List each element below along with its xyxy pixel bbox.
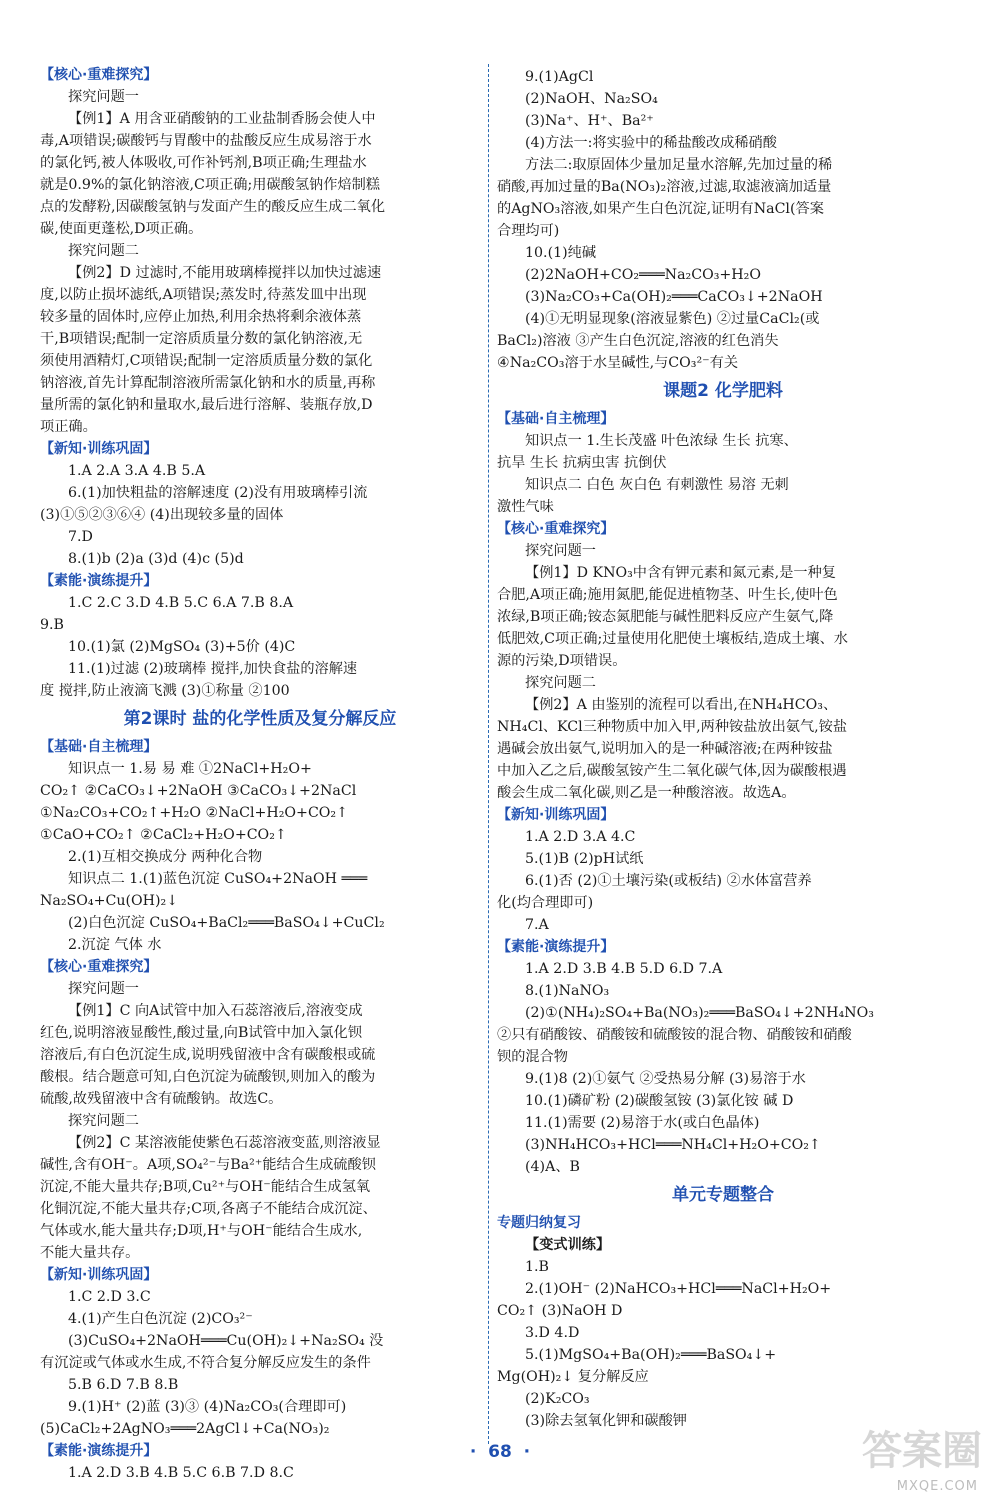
answer-line: (3)除去氢氧化钾和碳酸钾 — [525, 1413, 687, 1429]
answer-line: 须使用酒精灯,C项错误;配制一定溶质质量分数的氯化 — [40, 353, 373, 369]
answer-line: 探究问题一 — [68, 89, 139, 105]
answer-line: 探究问题二 — [525, 675, 596, 691]
answer-line: (3)NH₄HCO₃+HCl═══NH₄Cl+H₂O+CO₂↑ — [525, 1137, 821, 1153]
answer-line: (3)Na₂CO₃+Ca(OH)₂═══CaCO₃↓+2NaOH — [525, 289, 823, 305]
answer-line: 6.(1)否 (2)①土壤污染(或板结) ②水体富营养 — [525, 873, 812, 889]
answer-line: 合理均可) — [497, 223, 560, 239]
answer-line: 8.(1)NaNO₃ — [525, 983, 610, 999]
answer-line: 【例1】D KNO₃中含有钾元素和氮元素,是一种复 — [525, 565, 836, 581]
answer-line: 较多量的固体时,应停止加热,利用余热将剩余液体蒸 — [40, 309, 362, 325]
answer-line: 低肥效,C项正确;过量使用化肥使土壤板结,造成土壤、水 — [497, 631, 848, 647]
answer-line: 【例2】A 由鉴别的流程可以看出,在NH₄HCO₃、 — [525, 697, 838, 713]
section-header: 专题归纳复习 — [497, 1215, 581, 1231]
answer-line: 硝酸,再加过量的Ba(NO₃)₂溶液,过滤,取滤液滴加适量 — [497, 179, 832, 195]
answer-line: 1.A 2.A 3.A 4.B 5.A — [68, 463, 206, 479]
section-header: 【素能·演练提升】 — [40, 1443, 158, 1459]
answer-line: 源的污染,D项错误。 — [497, 653, 627, 669]
answer-line: 【例2】C 某溶液能使紫色石蕊溶液变蓝,则溶液显 — [68, 1135, 381, 1151]
answer-line: 2.(1)互相交换成分 两种化合物 — [68, 849, 263, 865]
answer-line: 合肥,A项正确;施用氮肥,能促进植物茎、叶生长,使叶色 — [497, 587, 838, 603]
page-number-value: 68 — [488, 1442, 512, 1462]
answer-line: 方法二:取原固体少量加足量水溶解,先加过量的稀 — [525, 157, 833, 173]
answer-line: ②只有硝酸铵、硝酸铵和硫酸铵的混合物、硝酸铵和硝酸 — [497, 1027, 852, 1043]
answer-line: 钠溶液,首先计算配制溶液所需氯化钠和水的质量,再称 — [40, 375, 376, 391]
watermark-url: MXQE.COM — [896, 1479, 978, 1494]
answer-line: (3)CuSO₄+2NaOH═══Cu(OH)₂↓+Na₂SO₄ 没 — [68, 1333, 384, 1349]
answer-line: 5.(1)B (2)pH试纸 — [525, 851, 644, 867]
answer-line: 钡的混合物 — [497, 1049, 568, 1065]
section-header: 【核心·重难探究】 — [40, 959, 158, 975]
answer-line: 知识点一 1.易 易 难 ①2NaCl+H₂O+ — [68, 761, 312, 777]
answer-line: 项正确。 — [40, 419, 97, 435]
answer-line: 酸会生成二氧化碳,则乙是一种酸溶液。故选A。 — [497, 785, 796, 801]
answer-line: (5)CaCl₂+2AgNO₃═══2AgCl↓+Ca(NO₃)₂ — [40, 1421, 330, 1437]
answer-line: 量所需的氯化钠和量取水,最后进行溶解、装瓶存放,D — [40, 397, 373, 413]
left-column — [40, 64, 480, 1484]
answer-line: 1.C 2.D 3.C — [68, 1289, 151, 1305]
answer-line: 沉淀,不能大量共存;B项,Cu²⁺与OH⁻能结合生成氢氧 — [40, 1179, 371, 1195]
answer-line: BaCl₂)溶液 ③产生白色沉淀,溶液的红色消失 — [497, 333, 779, 349]
answer-line: 的AgNO₃溶液,如果产生白色沉淀,证明有NaCl(答案 — [497, 201, 824, 217]
answer-line: 探究问题一 — [525, 543, 596, 559]
answer-line: 1.A 2.D 3.B 4.B 5.C 6.B 7.D 8.C — [68, 1465, 294, 1481]
answer-line: (2)白色沉淀 CuSO₄+BaCl₂═══BaSO₄↓+CuCl₂ — [68, 915, 385, 931]
answer-line: 9.(1)8 (2)①氨气 ②受热易分解 (3)易溶于水 — [525, 1071, 806, 1087]
answer-line: 化铜沉淀,不能大量共存;C项,各离子不能结合成沉淀、 — [40, 1201, 377, 1217]
answer-line: 化(均合理即可) — [497, 895, 594, 911]
answer-line: 干,B项错误;配制一定溶质质量分数的氯化钠溶液,无 — [40, 331, 363, 347]
answer-line: 10.(1)纯碱 — [525, 245, 597, 261]
answer-line: 探究问题二 — [68, 243, 139, 259]
answer-line: 碳,使面更蓬松,D项正确。 — [40, 221, 203, 237]
section-header: 【素能·演练提升】 — [497, 939, 615, 955]
lesson-title: 单元专题整合 — [672, 1185, 774, 1205]
answer-line: NH₄Cl、KCl三种物质中加入甲,两种铵盐放出氨气,铵盐 — [497, 719, 848, 735]
answer-line: 8.(1)b (2)a (3)d (4)c (5)d — [68, 551, 244, 567]
answer-line: 1.A 2.D 3.A 4.C — [525, 829, 636, 845]
answer-line: (2)①(NH₄)₂SO₄+Ba(NO₃)₂═══BaSO₄↓+2NH₄NO₃ — [525, 1005, 874, 1021]
answer-line: (2)2NaOH+CO₂═══Na₂CO₃+H₂O — [525, 267, 761, 283]
answer-line: 酸根。结合题意可知,白色沉淀为硫酸钡,则加入的酸为 — [40, 1069, 376, 1085]
answer-line: 碱性,含有OH⁻。A项,SO₄²⁻与Ba²⁺能结合生成硫酸钡 — [40, 1157, 376, 1173]
answer-line: 毒,A项错误;碳酸钙与胃酸中的盐酸反应生成易溶于水 — [40, 133, 372, 149]
watermark-logo — [852, 1430, 992, 1502]
answer-line: 知识点二 1.(1)蓝色沉淀 CuSO₄+2NaOH ═══ — [68, 871, 368, 887]
answer-line: 9.(1)AgCl — [525, 69, 594, 85]
answer-line: ①CaO+CO₂↑ ②CaCl₂+H₂O+CO₂↑ — [40, 827, 287, 843]
answer-line: 抗旱 生长 抗病虫害 抗倒伏 — [497, 455, 667, 471]
answer-line: 的氯化钙,被人体吸收,可作补钙剂,B项正确;生理盐水 — [40, 155, 367, 171]
answer-line: 11.(1)需要 (2)易溶于水(或白色晶体) — [525, 1115, 760, 1131]
section-header: 【新知·训练巩固】 — [40, 441, 158, 457]
answer-line: 有沉淀或气体或水生成,不符合复分解反应发生的条件 — [40, 1355, 371, 1371]
answer-line: 1.B — [525, 1259, 549, 1275]
answer-line: (2)NaOH、Na₂SO₄ — [525, 91, 658, 107]
answer-line: 【例1】C 向A试管中加入石蕊溶液后,溶液变成 — [68, 1003, 363, 1019]
answer-line: 硫酸,故残留液中含有硫酸钠。故选C。 — [40, 1091, 283, 1107]
lesson-title: 第2课时 盐的化学性质及复分解反应 — [123, 709, 397, 729]
answer-line: 红色,说明溶液显酸性,酸过量,向B试管中加入氯化钡 — [40, 1025, 362, 1041]
answer-line: 3.D 4.D — [525, 1325, 580, 1341]
answer-line: (4)①无明显现象(溶液显紫色) ②过量CaCl₂(或 — [525, 311, 820, 327]
answer-line: (3)Na⁺、H⁺、Ba²⁺ — [525, 113, 654, 129]
answer-line: 【例2】D 过滤时,不能用玻璃棒搅拌以加快过滤速 — [68, 265, 382, 281]
answer-line: (3)①⑤②③⑥④ (4)出现较多量的固体 — [40, 507, 284, 523]
answer-line: 探究问题一 — [68, 981, 139, 997]
answer-line: 5.(1)MgSO₄+Ba(OH)₂═══BaSO₄↓+ — [525, 1347, 777, 1363]
section-header: 【基础·自主梳理】 — [497, 411, 615, 427]
answer-line: 知识点二 白色 灰白色 有刺激性 易溶 无刺 — [525, 477, 789, 493]
answer-line: 度,以防止损坏滤纸,A项错误;蒸发时,待蒸发皿中出现 — [40, 287, 367, 303]
answer-line: ④Na₂CO₃溶于水呈碱性,与CO₃²⁻有关 — [497, 355, 739, 371]
section-header: 【核心·重难探究】 — [497, 521, 615, 537]
answer-line: 10.(1)氯 (2)MgSO₄ (3)+5价 (4)C — [68, 639, 296, 655]
answer-line: 11.(1)过滤 (2)玻璃棒 搅拌,加快食盐的溶解速 — [68, 661, 358, 677]
answer-line: 点的发酵粉,因碳酸氢钠与发面产生的酸反应生成二氧化 — [40, 199, 386, 215]
answer-line: 就是0.9%的氯化钠溶液,C项正确;用碳酸氢钠作焙制糕 — [40, 177, 380, 193]
answer-line: 气体或水,能大量共存;D项,H⁺与OH⁻能结合生成水, — [40, 1223, 363, 1239]
answer-line: 2.沉淀 气体 水 — [68, 937, 162, 953]
answer-line: Na₂SO₄+Cu(OH)₂↓ — [40, 893, 179, 909]
answer-line: 2.(1)OH⁻ (2)NaHCO₃+HCl═══NaCl+H₂O+ — [525, 1281, 832, 1297]
answer-line: ①Na₂CO₃+CO₂↑+H₂O ②NaCl+H₂O+CO₂↑ — [40, 805, 349, 821]
answer-line: 中加入乙之后,碳酸氢铵产生二氧化碳气体,因为碳酸根遇 — [497, 763, 847, 779]
answer-line: 遇碱会放出氨气,说明加入的是一种碱溶液;在两种铵盐 — [497, 741, 833, 757]
answer-line: (4)A、B — [525, 1159, 580, 1175]
answer-line: 【变式训练】 — [525, 1237, 611, 1253]
section-header: 【基础·自主梳理】 — [40, 739, 158, 755]
answer-line: 度 搅拌,防止液滴飞溅 (3)①称量 ②100 — [40, 683, 290, 699]
answer-line: 7.D — [68, 529, 93, 545]
answer-line: 5.B 6.D 7.B 8.B — [68, 1377, 179, 1393]
answer-line: 4.(1)产生白色沉淀 (2)CO₃²⁻ — [68, 1311, 253, 1327]
answer-line: 7.A — [525, 917, 549, 933]
section-header: 【新知·训练巩固】 — [40, 1267, 158, 1283]
answer-line: (2)K₂CO₃ — [525, 1391, 590, 1407]
answer-line: 知识点一 1.生长茂盛 叶色浓绿 生长 抗寒、 — [525, 433, 798, 449]
answer-line: 9.(1)H⁺ (2)蓝 (3)③ (4)Na₂CO₃(合理即可) — [68, 1399, 347, 1415]
answer-line: CO₂↑ ②CaCO₃↓+2NaOH ③CaCO₃↓+2NaCl — [40, 783, 357, 799]
answer-line: 9.B — [40, 617, 64, 633]
answer-line: CO₂↑ (3)NaOH D — [497, 1303, 623, 1319]
page-number: · 68 · — [469, 1442, 531, 1462]
section-header: 【核心·重难探究】 — [40, 67, 158, 83]
answer-line: 浓绿,B项正确;铵态氮肥能与碱性肥料反应产生氨气,降 — [497, 609, 834, 625]
answer-line: 溶液后,有白色沉淀生成,说明残留液中含有碳酸根或硫 — [40, 1047, 376, 1063]
answer-line: (4)方法一:将实验中的稀盐酸改成稀硝酸 — [525, 135, 777, 151]
answer-line: 1.A 2.D 3.B 4.B 5.D 6.D 7.A — [525, 961, 723, 977]
lesson-title: 课题2 化学肥料 — [663, 381, 783, 401]
answer-line: 激性气味 — [497, 499, 554, 515]
answer-line: 探究问题二 — [68, 1113, 139, 1129]
column-divider — [488, 64, 489, 1444]
answer-line: 10.(1)磷矿粉 (2)碳酸氢铵 (3)氯化铵 碱 D — [525, 1093, 794, 1109]
answer-line: 不能大量共存。 — [40, 1245, 140, 1261]
section-header: 【素能·演练提升】 — [40, 573, 158, 589]
right-column — [497, 66, 949, 1432]
watermark-main: 答案圈 — [862, 1428, 982, 1474]
section-header: 【新知·训练巩固】 — [497, 807, 615, 823]
answer-line: 1.C 2.C 3.D 4.B 5.C 6.A 7.B 8.A — [68, 595, 294, 611]
answer-line: 6.(1)加快粗盐的溶解速度 (2)没有用玻璃棒引流 — [68, 485, 368, 501]
answer-line: 【例1】A 用含亚硝酸钠的工业盐制香肠会使人中 — [68, 111, 376, 127]
answer-line: Mg(OH)₂↓ 复分解反应 — [497, 1369, 649, 1385]
